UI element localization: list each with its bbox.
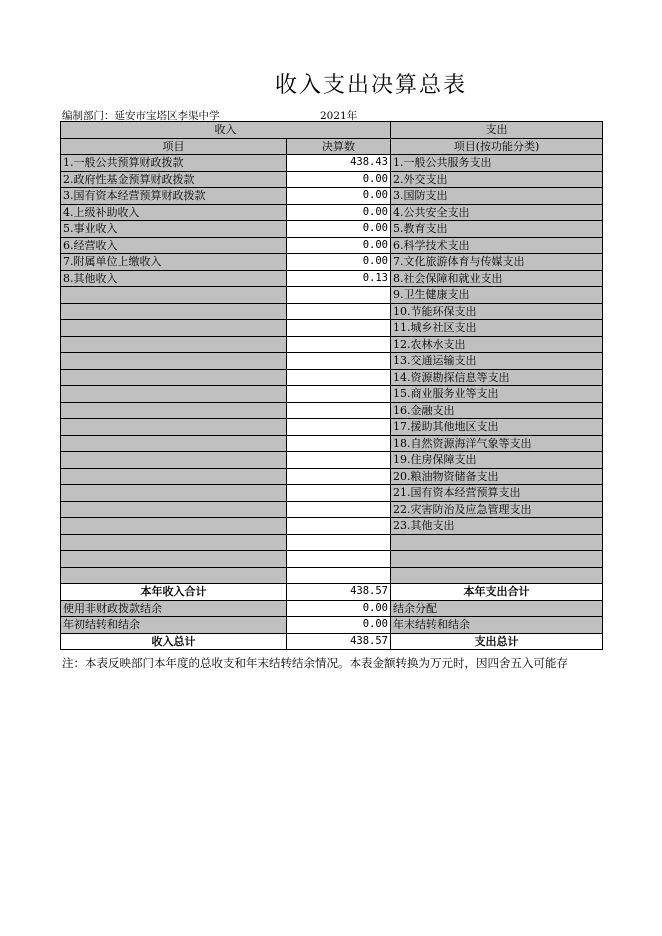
expense-item-header: 项目(按功能分类) (391, 138, 603, 155)
department-label: 编制部门：延安市宝塔区李渠中学 (62, 110, 220, 122)
table-row (61, 551, 603, 568)
income-item (61, 551, 287, 568)
amount-value: 0.00 (287, 188, 391, 205)
surplus-distribution-label: 结余分配 (391, 600, 603, 617)
expense-item: 20.粮油物资储备支出 (391, 468, 603, 485)
income-header: 收入 (61, 122, 391, 139)
amount-value (287, 303, 391, 320)
income-item (61, 468, 287, 485)
income-item (61, 419, 287, 436)
footnote: 注：本表反映部门本年度的总收支和年末结转结余情况。本表金额转换为万元时，因四舍五入可能存 (62, 656, 568, 670)
table-row (61, 485, 603, 502)
expense-item: 7.文化旅游体育与传媒支出 (391, 254, 603, 271)
table-row (61, 353, 603, 370)
expense-item: 23.其他支出 (391, 518, 603, 535)
income-item (61, 353, 287, 370)
income-item (61, 287, 287, 304)
amount-value (287, 419, 391, 436)
income-item (61, 402, 287, 419)
expense-item: 21.国有资本经营预算支出 (391, 485, 603, 502)
expense-item (391, 567, 603, 584)
table-row (61, 237, 603, 254)
table-row (61, 287, 603, 304)
table-row (61, 320, 603, 337)
expense-item: 17.援助其他地区支出 (391, 419, 603, 436)
expense-item: 1.一般公共服务支出 (391, 155, 603, 172)
page-title: 收入支出决算总表 (274, 73, 467, 98)
amount-value: 0.13 (287, 270, 391, 287)
amount-value (287, 402, 391, 419)
expense-item: 18.自然资源海洋气象等支出 (391, 435, 603, 452)
begin-balance-value: 0.00 (287, 617, 391, 634)
amount-value: 0.00 (287, 221, 391, 238)
year-total-row (61, 584, 603, 601)
end-balance-label: 年末结转和结余 (391, 617, 603, 634)
table-row (61, 270, 603, 287)
amount-value (287, 452, 391, 469)
income-year-total-label: 本年收入合计 (61, 584, 287, 601)
table-row (61, 452, 603, 469)
amount-value (287, 386, 391, 403)
expense-year-total-label: 本年支出合计 (391, 584, 603, 601)
income-item: 3.国有资本经营预算财政拨款 (61, 188, 287, 205)
income-item (61, 386, 287, 403)
income-year-total-value: 438.57 (287, 584, 391, 601)
income-item (61, 534, 287, 551)
income-item (61, 435, 287, 452)
amount-value (287, 369, 391, 386)
expense-item: 6.科学技术支出 (391, 237, 603, 254)
table-row (61, 386, 603, 403)
expense-item: 10.节能环保支出 (391, 303, 603, 320)
table-row (61, 501, 603, 518)
income-item (61, 485, 287, 502)
income-item: 6.经营收入 (61, 237, 287, 254)
table-row (61, 534, 603, 551)
income-item (61, 336, 287, 353)
expense-item: 5.教育支出 (391, 221, 603, 238)
expense-item: 13.交通运输支出 (391, 353, 603, 370)
amount-value (287, 435, 391, 452)
income-item (61, 518, 287, 535)
amount-value (287, 518, 391, 535)
table-row (61, 155, 603, 172)
nonfiscal-value: 0.00 (287, 600, 391, 617)
income-item: 2.政府性基金预算财政拨款 (61, 171, 287, 188)
table-row (61, 419, 603, 436)
amount-value: 0.00 (287, 204, 391, 221)
table-row (61, 204, 603, 221)
amount-value (287, 320, 391, 337)
nonfiscal-label: 使用非财政拨款结余 (61, 600, 287, 617)
table-row (61, 303, 603, 320)
income-item (61, 369, 287, 386)
expense-item: 19.住房保障支出 (391, 452, 603, 469)
grand-total-row (61, 633, 603, 650)
expense-grand-total-label: 支出总计 (391, 633, 603, 650)
amount-value (287, 501, 391, 518)
expense-item (391, 534, 603, 551)
income-item: 1.一般公共预算财政拨款 (61, 155, 287, 172)
table-row (61, 518, 603, 535)
table-row (61, 336, 603, 353)
table-row (61, 221, 603, 238)
section-header-row (61, 122, 603, 139)
income-expense-table (60, 121, 603, 650)
expense-item: 2.外交支出 (391, 171, 603, 188)
table-row (61, 435, 603, 452)
amount-value: 0.00 (287, 254, 391, 271)
amount-value: 0.00 (287, 171, 391, 188)
amount-value (287, 468, 391, 485)
amount-value (287, 534, 391, 551)
begin-balance-row (61, 617, 603, 634)
table-row (61, 254, 603, 271)
expense-item: 3.国防支出 (391, 188, 603, 205)
income-item (61, 320, 287, 337)
expense-item: 15.商业服务业等支出 (391, 386, 603, 403)
table-row (61, 188, 603, 205)
amount-value (287, 353, 391, 370)
expense-item: 12.农林水支出 (391, 336, 603, 353)
amount-value (287, 551, 391, 568)
expense-item (391, 551, 603, 568)
nonfiscal-row (61, 600, 603, 617)
amount-value (287, 287, 391, 304)
expense-item: 16.金融支出 (391, 402, 603, 419)
amount-value (287, 485, 391, 502)
amount-header: 决算数 (287, 138, 391, 155)
expense-item: 22.灾害防治及应急管理支出 (391, 501, 603, 518)
amount-value: 438.43 (287, 155, 391, 172)
income-item: 8.其他收入 (61, 270, 287, 287)
table-row (61, 402, 603, 419)
income-item (61, 567, 287, 584)
amount-value (287, 336, 391, 353)
year-label: 2021年 (320, 110, 358, 122)
item-header: 项目 (61, 138, 287, 155)
table-row (61, 369, 603, 386)
table-row (61, 567, 603, 584)
expense-header: 支出 (391, 122, 603, 139)
expense-item: 8.社会保障和就业支出 (391, 270, 603, 287)
income-grand-total-value: 438.57 (287, 633, 391, 650)
expense-item: 4.公共安全支出 (391, 204, 603, 221)
income-item: 7.附属单位上缴收入 (61, 254, 287, 271)
expense-item: 14.资源勘探信息等支出 (391, 369, 603, 386)
amount-value: 0.00 (287, 237, 391, 254)
column-header-row (61, 138, 603, 155)
income-item: 5.事业收入 (61, 221, 287, 238)
expense-item: 11.城乡社区支出 (391, 320, 603, 337)
income-item (61, 501, 287, 518)
begin-balance-label: 年初结转和结余 (61, 617, 287, 634)
income-grand-total-label: 收入总计 (61, 633, 287, 650)
income-item: 4.上级补助收入 (61, 204, 287, 221)
income-item (61, 452, 287, 469)
income-item (61, 303, 287, 320)
table-row (61, 171, 603, 188)
expense-item: 9.卫生健康支出 (391, 287, 603, 304)
amount-value (287, 567, 391, 584)
table-row (61, 468, 603, 485)
